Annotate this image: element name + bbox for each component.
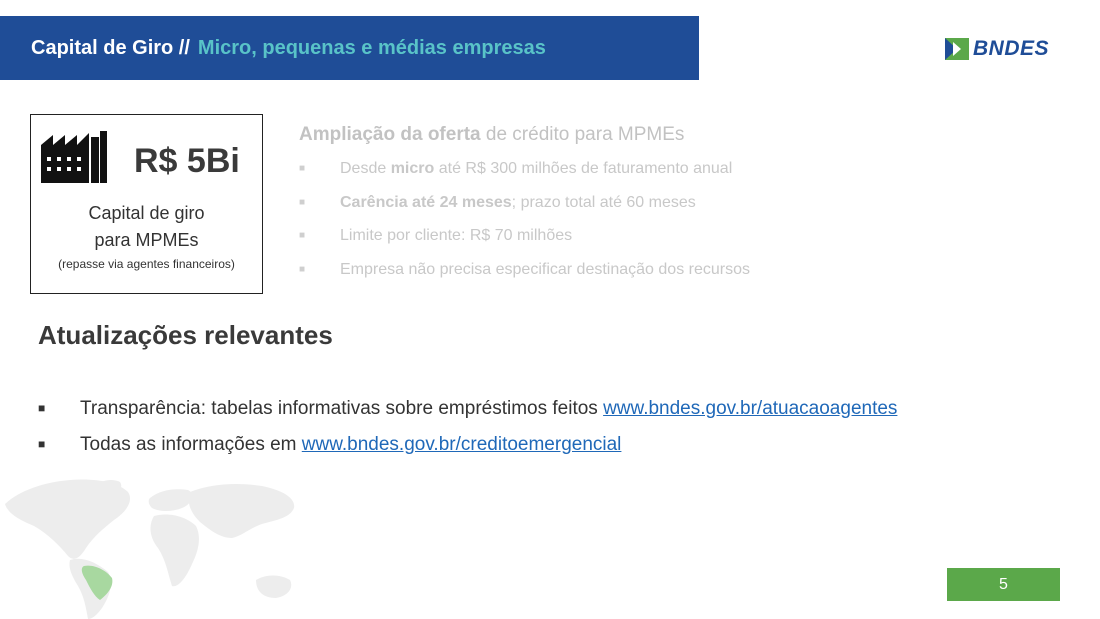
bullet-icon: ■: [299, 263, 306, 275]
logo-text: BNDES: [973, 37, 1050, 60]
bullet-icon: ■: [299, 230, 306, 241]
bullet-icon: ■: [38, 437, 46, 451]
update-item-text: Transparência: tabelas informativas sobre empréstimos feitos: [80, 398, 604, 419]
offer-item-text-end: ; prazo total até 60 meses: [511, 193, 696, 211]
offer-heading-bold: Ampliação da oferta: [299, 124, 481, 145]
title-sub: Micro, pequenas e médias empresas: [197, 37, 546, 59]
logo-mark-icon: [945, 38, 969, 60]
box-label-line2: para MPMEs: [94, 230, 199, 250]
offer-item-text: Empresa não precisa especificar destinação dos recursos: [340, 260, 750, 278]
factory-icon: [41, 131, 107, 183]
bullet-icon: ■: [299, 163, 306, 174]
box-label-line1: Capital de giro: [88, 203, 205, 223]
offer-item-text: Limite por cliente: R$ 70 milhões: [340, 227, 573, 244]
box-note: (repasse via agentes financeiros): [58, 257, 235, 271]
atuacaoagentes-link[interactable]: www.bndes.gov.br/atuacaoagentes: [603, 398, 898, 419]
offer-item-bold: micro: [390, 160, 435, 177]
bndes-logo: [945, 36, 1049, 62]
bullet-icon: ■: [38, 401, 46, 415]
offer-item-text-end: até R$ 300 milhões de faturamento anual: [434, 160, 733, 177]
page-number: 5: [947, 568, 1060, 601]
updates-heading: Atualizações relevantes: [38, 320, 333, 350]
offer-item-bold: Carência até 24 meses: [340, 193, 512, 211]
world-map-icon: [0, 468, 320, 619]
summary-box: [30, 114, 263, 294]
box-value: R$ 5Bi: [134, 142, 240, 180]
offer-heading-rest: de crédito para MPMEs: [480, 124, 685, 145]
offer-heading: [299, 124, 684, 146]
creditoemergencial-link[interactable]: www.bndes.gov.br/creditoemergencial: [301, 434, 622, 455]
title-main: Capital de Giro //: [31, 37, 190, 59]
page-title: [31, 16, 546, 80]
update-item-text: Todas as informações em: [80, 434, 302, 455]
bullet-icon: ■: [299, 196, 306, 208]
offer-item-text: Desde: [340, 160, 391, 177]
